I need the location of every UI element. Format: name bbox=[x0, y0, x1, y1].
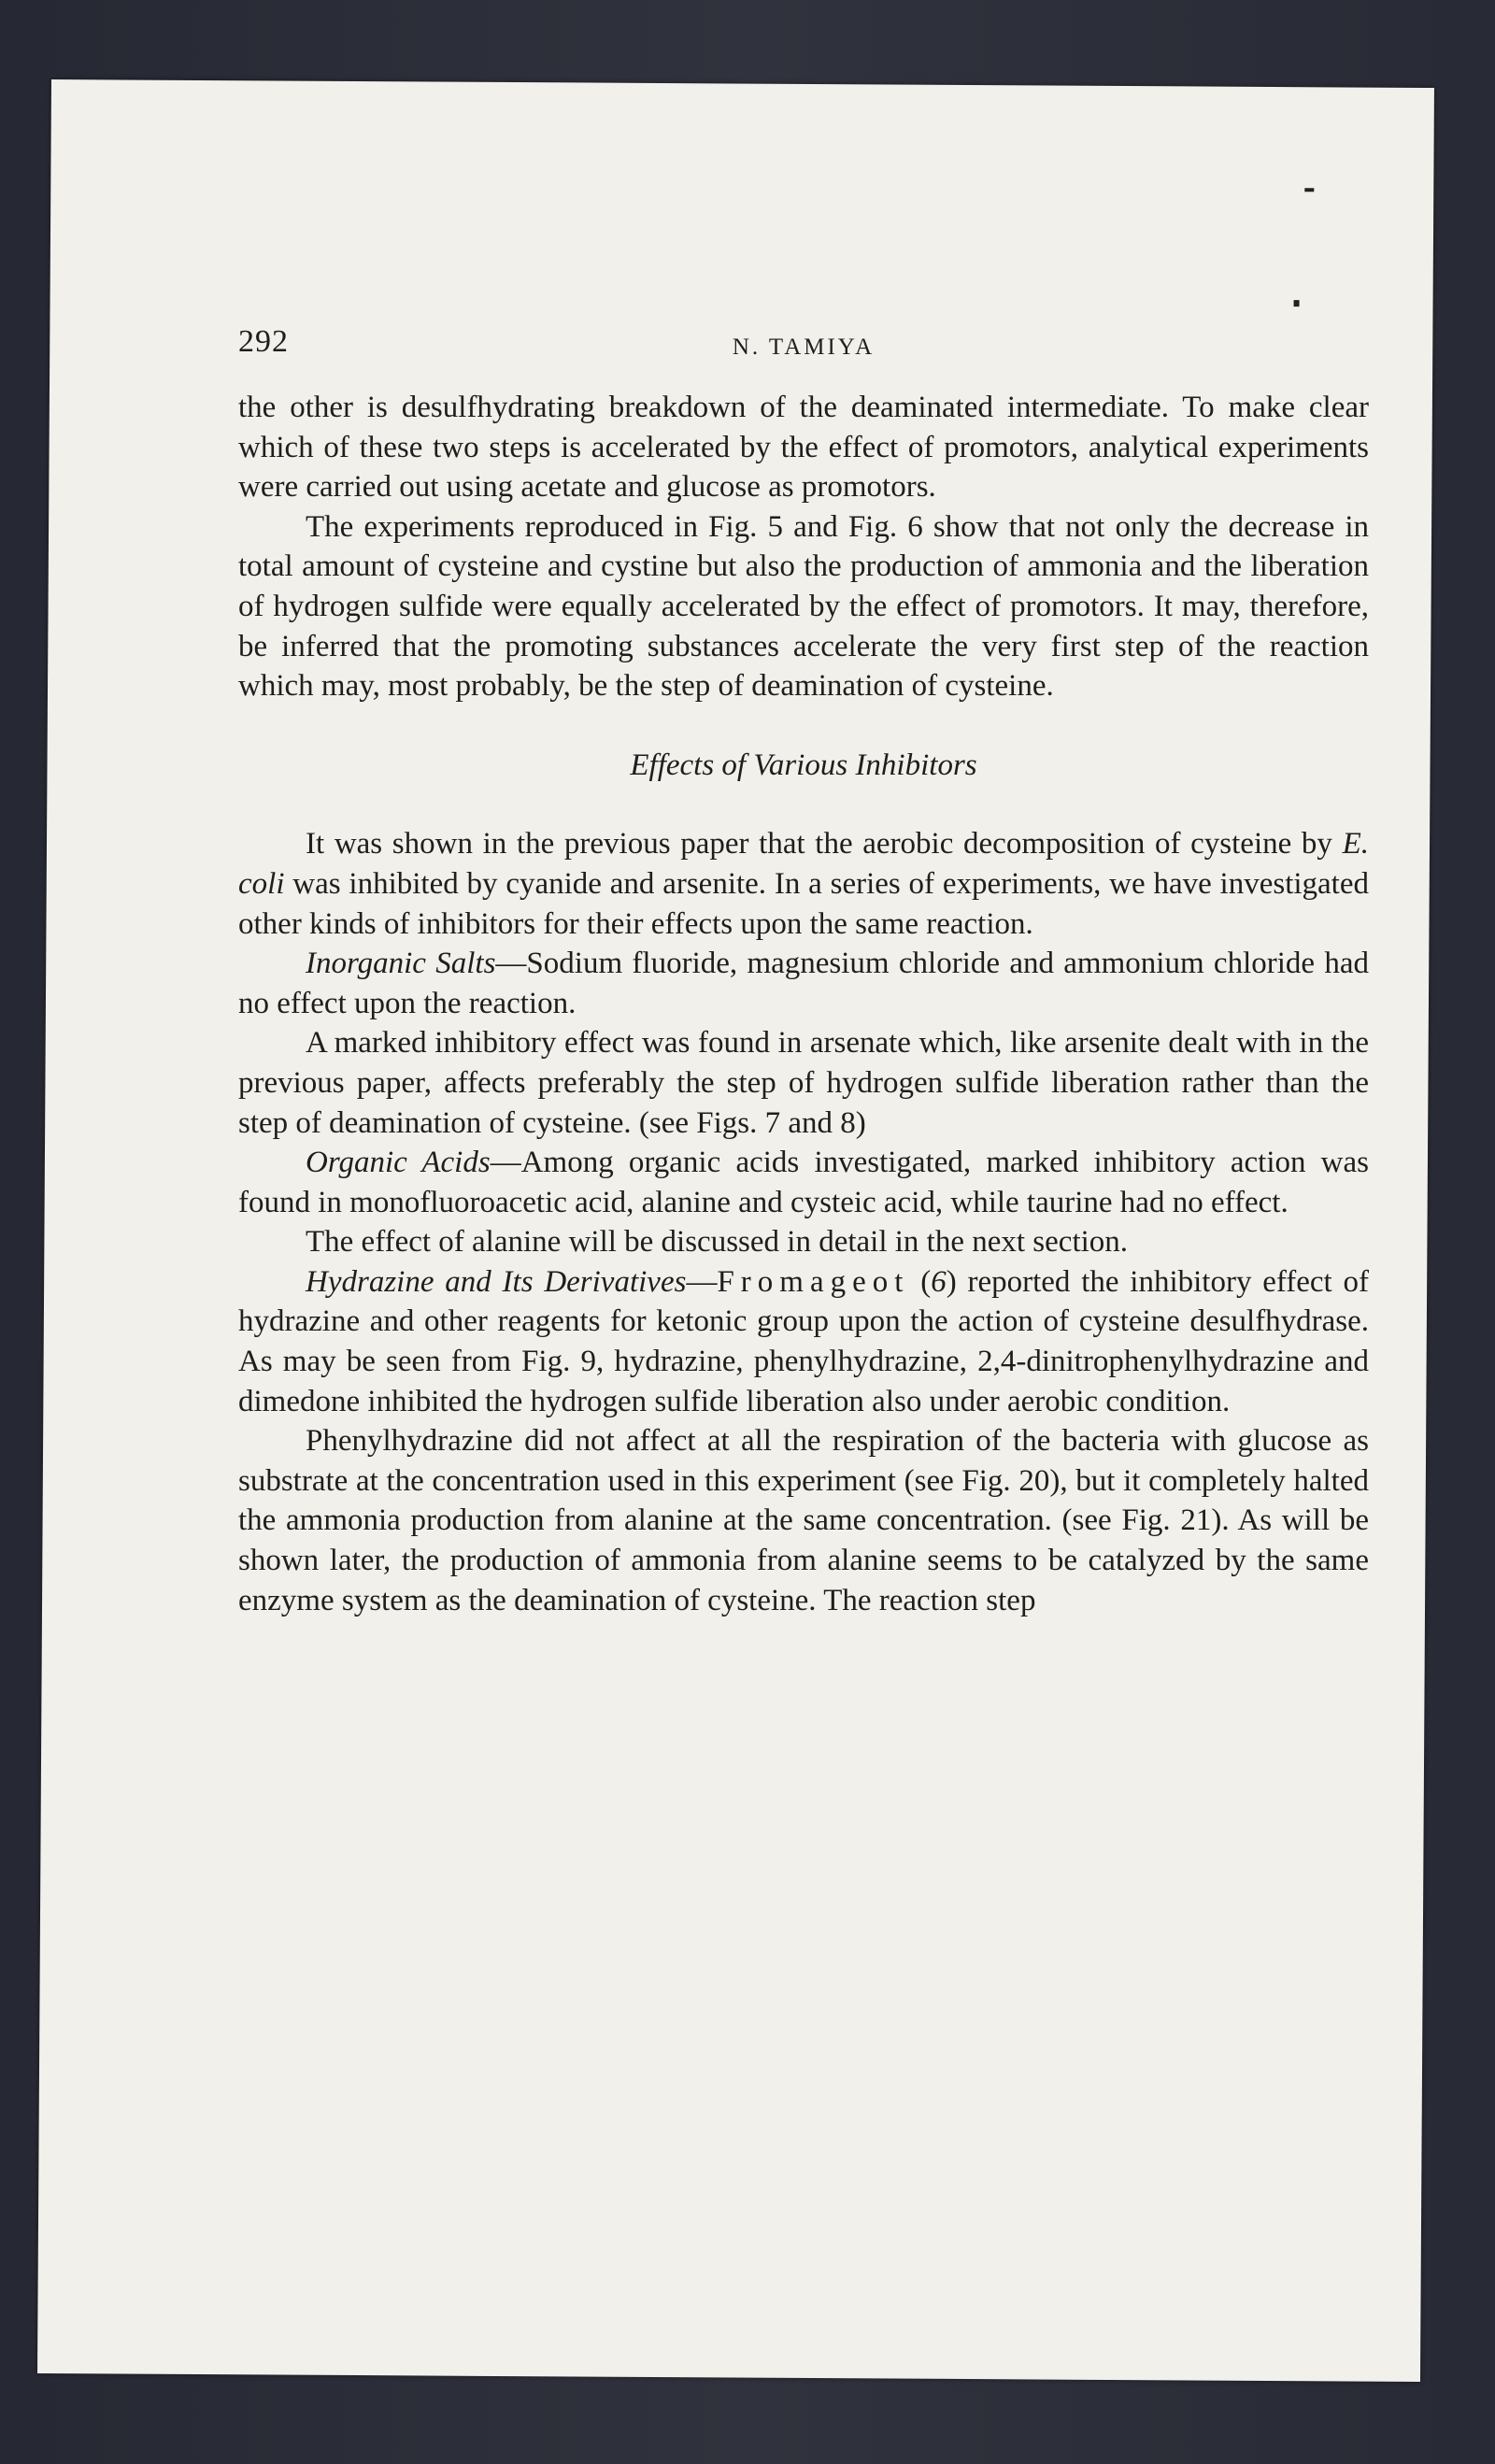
paragraph: the other is desulfhydrating breakdown of the deaminated intermediate. To make clear which of these two steps is accelerated by the effect of promotors, analytical experiments were carried out using acetate and glucose as promotors. bbox=[238, 391, 1369, 505]
paragraph-text: was inhibited by cyanide and arsenite. In a series of experiments, we have investigated other kinds of inhibitors for their effects upon the same reaction. bbox=[238, 866, 1369, 941]
paragraph: The effect of alanine will be discussed in detail in the next section. bbox=[306, 1225, 1129, 1260]
paragraph-text: ( bbox=[909, 1264, 932, 1299]
paragraph: Phenylhydrazine did not affect at all the respiration of the bacteria with glucose as substrate at the concentration used in this experiment (see Fig. 20), but it completely halted the ammonia production from alanine at the same concentration. (see Fig. 21). As will be shown later, the production of ammonia from alanine seems to be catalyzed by the same enzyme system as the deamination of cysteine. The reaction step bbox=[238, 1424, 1369, 1617]
author-name: Fromageot bbox=[717, 1264, 910, 1299]
paragraph bbox=[238, 1262, 1369, 1421]
paragraph-text: It was shown in the previous paper that the aerobic decomposition of cysteine by bbox=[306, 827, 1343, 862]
page-body bbox=[238, 322, 1369, 1620]
page-number: 292 bbox=[238, 324, 289, 359]
paragraph-text: —Sodium fluoride, magnesium chloride and ammonium chloride had no effect upon the reaction. bbox=[238, 947, 1369, 1020]
paragraph-text: — bbox=[686, 1264, 718, 1299]
ink-speck bbox=[1294, 300, 1300, 306]
ink-speck bbox=[1304, 188, 1314, 192]
paragraph: A marked inhibitory effect was found in arsenate which, like arsenite dealt with in the previous paper, affects preferably the step of hydrogen sulfide liberation rather than the step of deamination of cysteine. (see Figs. 7 and 8) bbox=[238, 1026, 1369, 1140]
paragraph bbox=[238, 944, 1369, 1023]
run-in-heading: Hydrazine and Its Derivatives bbox=[306, 1264, 687, 1299]
paragraph bbox=[238, 824, 1369, 944]
page-header bbox=[238, 322, 1369, 388]
species-name: E. coli bbox=[238, 827, 1369, 901]
run-in-heading: Inorganic Salts bbox=[306, 947, 496, 981]
paragraph: The experiments reproduced in Fig. 5 and Fig. 6 show that not only the decrease in total amount of cysteine and cystine but also the production of ammonia and the liberation of hydrogen sulfide were equally accelerated by the effect of promotors. It may, therefore, be inferred that the promoting substances accelerate the very first step of the reaction which may, most probably, be the step of deamination of cysteine. bbox=[238, 509, 1369, 704]
paragraph-text: ) reported the inhibitory effect of hydrazine and other reagents for ketonic group upon the action of cysteine desulfhydrase. As may be seen from Fig. 9, hydrazine, phenylhydrazine, 2,4-dinitrophenylhydrazine and dimedone inhibited the hydrogen sulfide liberation also under aerobic condition. bbox=[238, 1264, 1369, 1418]
paragraph-text: —Among organic acids investigated, marked inhibitory action was found in monofluoroacetic acid, alanine and cysteic acid, while taurine had no effect. bbox=[238, 1146, 1370, 1219]
paragraph bbox=[238, 1143, 1369, 1222]
running-head: N. TAMIYA bbox=[732, 335, 876, 360]
run-in-heading: Organic Acids bbox=[306, 1146, 491, 1180]
section-title: Effects of Various Inhibitors bbox=[630, 748, 977, 782]
reference-number: 6 bbox=[931, 1264, 947, 1299]
